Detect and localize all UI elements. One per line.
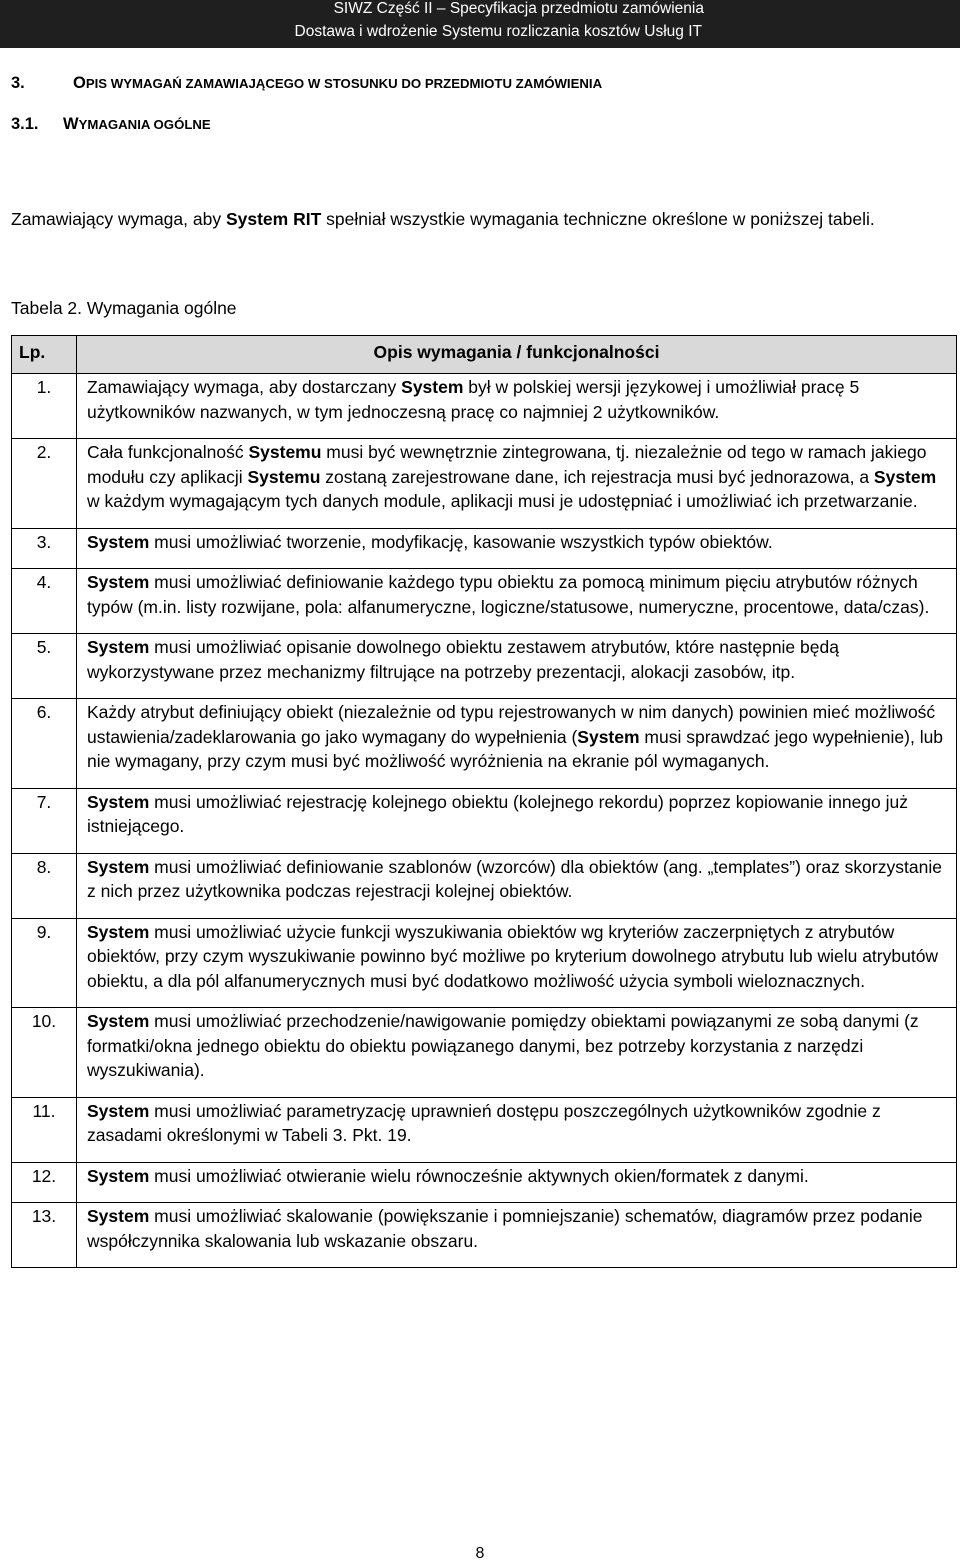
section-heading xyxy=(11,74,602,93)
row-description xyxy=(77,918,957,1008)
intro-system-name: System RIT xyxy=(225,209,322,229)
description-text: Każdy atrybut definiujący obiekt (niezależnie od typu rejestrowanych w nim danych) powinien mieć możliwość ustawienia/zadeklarowania go jako wymagany do wypełnienia ( xyxy=(87,702,936,747)
row-description xyxy=(77,374,957,439)
row-number: 2. xyxy=(12,439,77,529)
subsection-number: 3.1. xyxy=(11,115,39,133)
system-term: System xyxy=(87,791,150,812)
description-text: musi umożliwiać rejestrację kolejnego obiektu (kolejnego rekordu) poprzez kopiowanie innego już istniejącego. xyxy=(87,791,909,836)
subsection-title-rest: YMAGANIA OGÓLNE xyxy=(78,117,211,132)
row-number: 12. xyxy=(12,1162,77,1203)
system-term: System xyxy=(87,856,150,877)
page-header xyxy=(0,0,960,48)
row-number: 6. xyxy=(12,699,77,789)
table-row xyxy=(12,528,957,569)
description-text: musi umożliwiać przechodzenie/nawigowanie pomiędzy obiektami powiązanymi ze sobą danymi (z formatki/okna jednego obiektu do obiektu powiązanego danymi, bez potrzeby korzystania z narzędzi wyszukiwania). xyxy=(87,1011,919,1080)
system-term: System xyxy=(577,726,640,747)
description-text: musi umożliwiać opisanie dowolnego obiektu zestawem atrybutów, które następnie będą wykorzystywane przez mechanizmy filtrujące na potrzeby prezentacji, alokacji zasobów, itp. xyxy=(87,637,839,682)
column-header-lp: Lp. xyxy=(12,336,77,374)
table-row xyxy=(12,853,957,918)
system-term: System xyxy=(87,1011,150,1031)
table-row xyxy=(12,1097,957,1162)
table-row xyxy=(12,569,957,634)
system-term: System xyxy=(87,1165,150,1186)
system-term: System xyxy=(401,377,464,397)
description-text: Zamawiający wymaga, aby dostarczany xyxy=(87,377,402,397)
system-term: System xyxy=(87,1100,150,1121)
description-text: musi umożliwiać tworzenie, modyfikację, kasowanie wszystkich typów obiektów. xyxy=(149,531,773,552)
header-title-line1: SIWZ Część II – Specyfikacja przedmiotu zamówienia xyxy=(333,0,704,17)
row-number: 1. xyxy=(12,374,77,439)
system-term: System xyxy=(87,1206,150,1226)
header-title-line2: Dostawa i wdrożenie Systemu rozliczania kosztów Usług IT xyxy=(294,23,702,40)
table-row xyxy=(12,1203,957,1268)
table-body xyxy=(12,374,957,1268)
system-term: System xyxy=(873,466,937,487)
section-title-rest: PIS WYMAGAŃ ZAMAWIAJĄCEGO W STOSUNKU DO PRZEDMIOTU ZAMÓWIENIA xyxy=(85,76,603,91)
system-term: System xyxy=(87,637,150,657)
intro-paragraph xyxy=(11,207,911,232)
row-description xyxy=(77,699,957,789)
system-term: System xyxy=(87,572,150,592)
row-number: 7. xyxy=(12,788,77,853)
row-number: 11. xyxy=(12,1097,77,1162)
row-description xyxy=(77,528,957,569)
table-row xyxy=(12,374,957,439)
intro-text-2: spełniał wszystkie wymagania techniczne określone w poniższej tabeli. xyxy=(321,209,875,229)
row-description xyxy=(77,1162,957,1203)
subsection-title-initial: W xyxy=(63,115,79,133)
table-caption: Tabela 2. Wymagania ogólne xyxy=(11,298,237,318)
system-term: Systemu xyxy=(248,442,322,462)
row-description xyxy=(77,634,957,699)
description-text: zostaną zarejestrowane dane, ich rejestracja musi być jednorazowa, a xyxy=(320,466,874,487)
row-number: 8. xyxy=(12,853,77,918)
page-number: 8 xyxy=(475,1545,485,1562)
system-term: Systemu xyxy=(247,466,321,487)
table-row xyxy=(12,634,957,699)
description-text: musi umożliwiać użycie funkcji wyszukiwania obiektów wg kryteriów zaczerpniętych z atrybutów obiektów, przy czym wyszukiwanie powinno być możliwe po kryterium dowolnego atrybutu lub wielu atrybutów obiektu, a dla pól alfanumerycznych musi być dodatkowo możliwość użycia symboli wieloznacznych. xyxy=(87,921,939,991)
description-text: musi umożliwiać skalowanie (powiększanie i pomniejszanie) schematów, diagramów przez podanie współczynnika skalowania lub wskazanie obszaru. xyxy=(87,1206,923,1251)
column-header-description: Opis wymagania / funkcjonalności xyxy=(77,336,957,374)
table-row xyxy=(12,699,957,789)
row-number: 4. xyxy=(12,569,77,634)
table-row xyxy=(12,1008,957,1098)
description-text: musi być wewnętrznie zintegrowana, tj. niezależnie od tego w ramach jakiego modułu czy aplikacji xyxy=(87,442,927,487)
subsection-heading xyxy=(11,115,211,134)
description-text: w każdym wymagającym tych danych module, aplikacji musi je udostępniać i umożliwiać ich przetwarzanie. xyxy=(87,491,918,511)
table-row xyxy=(12,439,957,529)
description-text: Cała funkcjonalność xyxy=(87,442,249,462)
row-description xyxy=(77,569,957,634)
description-text: musi umożliwiać parametryzację uprawnień dostępu poszczególnych użytkowników zgodnie z zasadami określonymi w Tabeli 3. Pkt. 19. xyxy=(87,1100,881,1145)
section-number: 3. xyxy=(11,74,25,92)
system-term: System xyxy=(87,531,150,552)
row-description xyxy=(77,1008,957,1098)
description-text: musi umożliwiać otwieranie wielu równocześnie aktywnych okien/formatek z danymi. xyxy=(149,1165,809,1186)
row-number: 13. xyxy=(12,1203,77,1268)
row-number: 5. xyxy=(12,634,77,699)
description-text: musi umożliwiać definiowanie szablonów (wzorców) dla obiektów (ang. „templates”) oraz skorzystanie z nich przez użytkownika podczas rejestracji kolejnej obiektów. xyxy=(87,856,942,901)
row-number: 10. xyxy=(12,1008,77,1098)
section-title-initial: O xyxy=(73,74,86,92)
row-description xyxy=(77,1097,957,1162)
table-row xyxy=(12,918,957,1008)
row-number: 3. xyxy=(12,528,77,569)
row-description xyxy=(77,1203,957,1268)
description-text: musi umożliwiać definiowanie każdego typu obiektu za pomocą minimum pięciu atrybutów różnych typów (m.in. listy rozwijane, pola: alfanumeryczne, logiczne/statusowe, numeryczne, procentowe, data/czas). xyxy=(87,572,930,617)
table-row xyxy=(12,1162,957,1203)
requirements-table xyxy=(11,335,957,1268)
system-term: System xyxy=(87,921,150,942)
row-description xyxy=(77,853,957,918)
row-description xyxy=(77,788,957,853)
description-text: musi sprawdzać jego wypełnienie), lub nie wymagany, przy czym musi być możliwość wyróżnienia na ekranie pól wymaganych. xyxy=(87,726,944,771)
table-header-row xyxy=(12,336,957,374)
table-row xyxy=(12,788,957,853)
intro-text-1: Zamawiający wymaga, aby xyxy=(11,209,226,229)
row-description xyxy=(77,439,957,529)
description-text: był w polskiej wersji językowej i umożliwiał pracę 5 użytkowników nazwanych, w tym jednoczesną pracę co najmniej 2 użytkowników. xyxy=(87,377,860,422)
row-number: 9. xyxy=(12,918,77,1008)
